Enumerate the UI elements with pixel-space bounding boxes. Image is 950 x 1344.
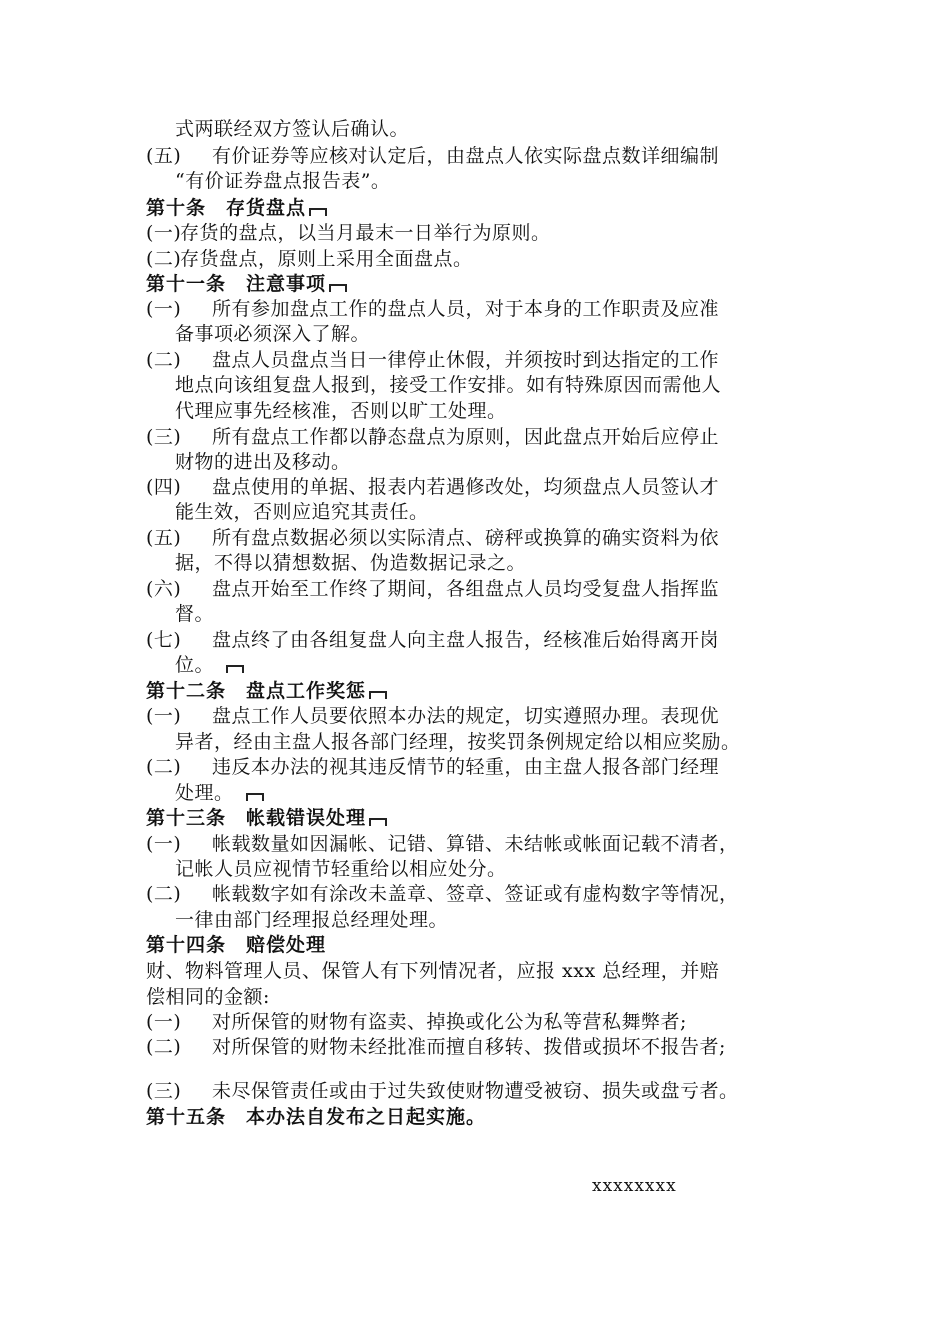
item-text: 帐载数量如因漏帐、记错、算错、未结帐或帐面记载不清者， <box>212 833 739 855</box>
text-line: 能生效，否则应追究其责任。 <box>175 501 429 523</box>
paragraph-mark-icon <box>329 284 347 292</box>
text-line: 异者，经由主盘人报各部门经理，按奖罚条例规定给以相应奖励。 <box>175 731 741 753</box>
list-item <box>146 881 826 907</box>
paragraph-mark-icon <box>226 665 244 673</box>
list-item <box>146 1078 826 1104</box>
paragraph-mark-icon <box>369 818 387 826</box>
item-number: (六) <box>146 578 182 600</box>
paragraph-mark-icon <box>309 208 327 216</box>
item-text: 所有盘点工作都以静态盘点为原则，因此盘点开始后应停止 <box>212 426 720 448</box>
list-item <box>146 525 826 551</box>
section-heading <box>146 805 826 831</box>
list-item <box>146 703 826 729</box>
item-number: (一) <box>146 222 182 244</box>
list-item <box>146 296 826 322</box>
text-line: 记帐人员应视情节轻重给以相应处分。 <box>175 858 507 880</box>
text-line <box>175 780 855 806</box>
list-item <box>146 831 826 857</box>
item-text: 盘点使用的单据、报表内若遇修改处，均须盘点人员签认才 <box>212 476 720 498</box>
section-heading <box>146 932 826 958</box>
text-line: 督。 <box>175 603 215 625</box>
item-text: 盘点人员盘点当日一律停止休假，并须按时到达指定的工作 <box>212 349 720 371</box>
text-line <box>175 652 855 678</box>
list-item <box>146 1034 826 1060</box>
item-number: (一) <box>146 298 182 320</box>
item-number: (二) <box>146 756 182 778</box>
item-text: 对所保管的财物未经批准而擅自移转、拨借或损坏不报告者; <box>212 1036 726 1058</box>
paragraph-mark-icon <box>369 691 387 699</box>
signature-line: xxxxxxxx <box>592 1176 677 1196</box>
list-item <box>146 1009 826 1035</box>
section-heading: 第十五条 本办法自发布之日起实施。 <box>146 1106 487 1128</box>
item-number: (三) <box>146 1080 182 1102</box>
item-text: 帐载数字如有涂改未盖章、签章、签证或有虚构数字等情况， <box>212 883 739 905</box>
heading-text: 第十二条 盘点工作奖惩 <box>146 680 367 702</box>
item-text: 位。 <box>175 654 215 676</box>
item-text: 对所保管的财物有盗卖、掉换或化公为私等营私舞弊者; <box>212 1011 687 1033</box>
item-text: 所有盘点数据必须以实际清点、磅秤或换算的确实资料为依 <box>212 527 720 549</box>
item-number: (五) <box>146 145 182 167</box>
item-text: 存货盘点，原则上采用全面盘点。 <box>180 248 473 270</box>
item-number: (五) <box>146 527 182 549</box>
item-text: 未尽保管责任或由于过失致使财物遭受被窃、损失或盘亏者。 <box>212 1080 739 1102</box>
list-item <box>146 220 826 246</box>
item-number: (二) <box>146 883 182 905</box>
item-text: 违反本办法的视其违反情节的轻重，由主盘人报各部门经理 <box>212 756 720 778</box>
list-item <box>146 576 826 602</box>
heading-text: 第十条 存货盘点 <box>146 197 307 219</box>
text-line: 代理应事先经核准，否则以旷工处理。 <box>175 400 507 422</box>
item-text: 盘点终了由各组复盘人向主盘人报告，经核准后始得离开岗 <box>212 629 720 651</box>
item-number: (二) <box>146 1036 182 1058</box>
list-item <box>146 246 826 272</box>
text-line: 偿相同的金额: <box>146 986 270 1008</box>
item-text: 存货的盘点，以当月最末一日举行为原则。 <box>180 222 551 244</box>
text-line: 地点向该组复盘人报到，接受工作安排。如有特殊原因而需他人 <box>175 374 722 396</box>
text-line: 备事项必须深入了解。 <box>175 323 371 345</box>
heading-text: 第十一条 注意事项 <box>146 273 327 295</box>
text-line: 一律由部门经理报总经理处理。 <box>175 909 449 931</box>
item-number: (四) <box>146 476 182 498</box>
list-item <box>146 424 826 450</box>
item-text: 处理。 <box>175 782 234 804</box>
section-heading <box>146 678 826 704</box>
item-text: 有价证券等应核对认定后，由盘点人依实际盘点数详细编制 <box>212 145 720 167</box>
section-heading <box>146 195 826 221</box>
heading-text: 第十三条 帐载错误处理 <box>146 807 367 829</box>
text-line: 据，不得以猜想数据、伪造数据记录之。 <box>175 552 527 574</box>
list-item <box>146 143 826 169</box>
item-number: (二) <box>146 349 182 371</box>
item-number: (一) <box>146 705 182 727</box>
paragraph-mark-icon <box>246 793 264 801</box>
item-text: 所有参加盘点工作的盘点人员，对于本身的工作职责及应准 <box>212 298 720 320</box>
list-item <box>146 474 826 500</box>
item-text: 盘点开始至工作终了期间，各组盘点人员均受复盘人指挥监 <box>212 578 720 600</box>
item-number: (一) <box>146 833 182 855</box>
item-number: (七) <box>146 629 182 651</box>
item-number: (二) <box>146 248 182 270</box>
item-text: 盘点工作人员要依照本办法的规定，切实遵照办理。表现优 <box>212 705 720 727</box>
list-item <box>146 754 826 780</box>
list-item <box>146 347 826 373</box>
list-item <box>146 627 826 653</box>
text-line: 财、物料管理人员、保管人有下列情况者，应报 xxx 总经理，并赔 <box>146 960 720 982</box>
text-line: 式两联经双方签认后确认。 <box>175 118 410 140</box>
item-number: (一) <box>146 1011 182 1033</box>
text-line: 财物的进出及移动。 <box>175 451 351 473</box>
section-heading <box>146 271 826 297</box>
heading-text: 第十四条 赔偿处理 <box>146 934 327 956</box>
text-line: “有价证券盘点报告表”。 <box>175 170 391 192</box>
item-number: (三) <box>146 426 182 448</box>
